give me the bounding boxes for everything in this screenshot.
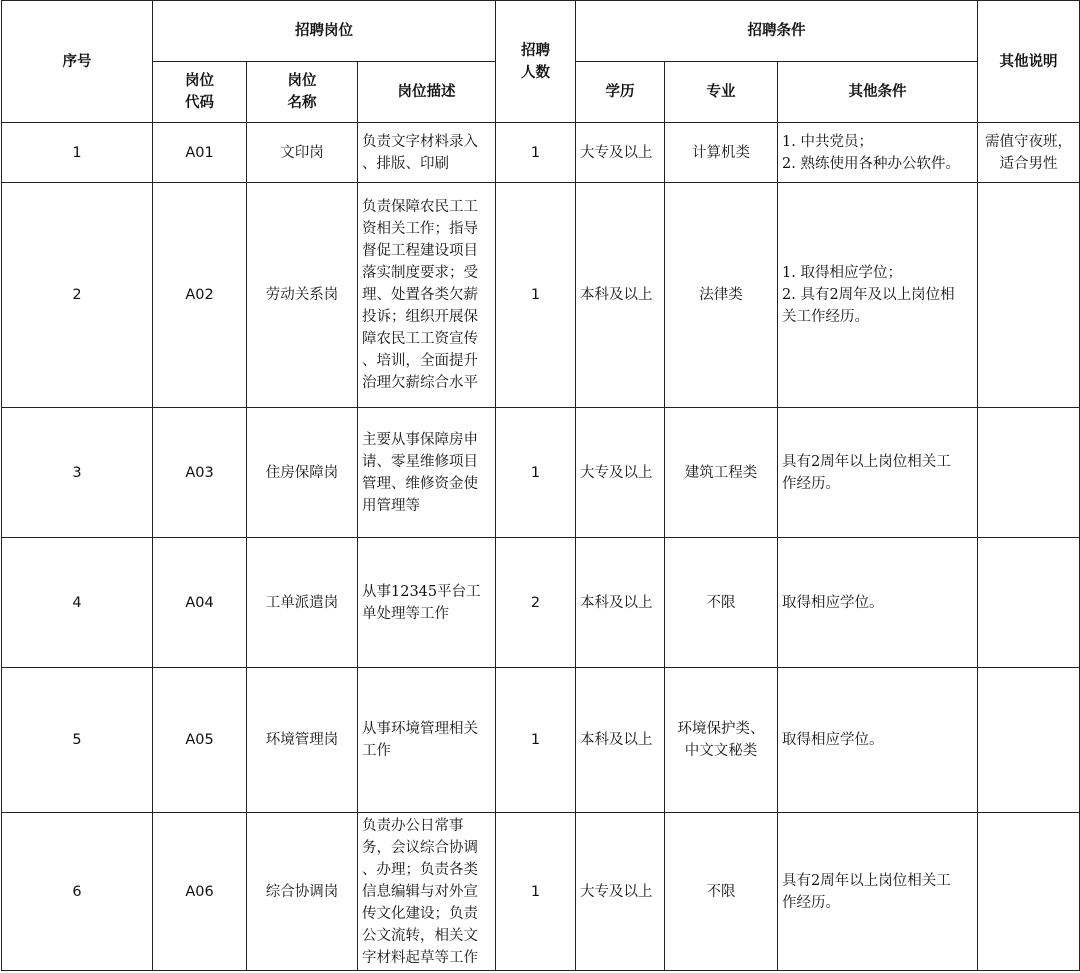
desc-line-7: 字材料起草等工作 xyxy=(362,949,478,966)
cell-notes xyxy=(978,668,1080,813)
cell-education: 本科及以上 xyxy=(576,538,665,668)
cell-count: 1 xyxy=(496,813,576,971)
major-line-1: 环境保护类、 xyxy=(677,721,765,737)
recruitment-table xyxy=(1,0,1080,971)
desc-line-6: 公文流转，相关文 xyxy=(362,927,478,944)
cell-post-desc xyxy=(358,813,496,971)
header-cond-group: 招聘条件 xyxy=(576,1,978,62)
cell-post-name: 环境管理岗 xyxy=(247,668,358,813)
header-post-code xyxy=(153,62,247,123)
cond-line-2: 2. 熟练使用各种办公软件。 xyxy=(782,155,960,172)
cell-post-name: 文印岗 xyxy=(247,123,358,183)
desc-line-7: 障农民工工资宣传 xyxy=(362,331,478,347)
major-line-1: 法律类 xyxy=(699,287,743,303)
header-notes: 其他说明 xyxy=(978,1,1080,123)
cell-post-code: A02 xyxy=(153,183,247,408)
cell-post-name: 工单派遣岗 xyxy=(247,538,358,668)
cell-notes xyxy=(978,123,1080,183)
cell-notes xyxy=(978,538,1080,668)
cell-seq: 3 xyxy=(2,408,153,538)
desc-line-3: 管理、维修资金使 xyxy=(362,475,478,492)
cell-post-name: 综合协调岗 xyxy=(247,813,358,971)
cell-education: 本科及以上 xyxy=(576,668,665,813)
header-other-cond: 其他条件 xyxy=(778,62,978,123)
major-line-1: 计算机类 xyxy=(692,144,751,161)
cond-line-1: 具有2周年以上岗位相关工 xyxy=(782,453,951,470)
cell-post-code: A06 xyxy=(153,813,247,971)
notes-line-2: 适合男性 xyxy=(999,155,1058,172)
cell-seq: 2 xyxy=(2,183,153,408)
header-post-code-line-2: 代码 xyxy=(185,94,214,111)
header-row-top xyxy=(2,1,1080,62)
cell-count: 1 xyxy=(496,408,576,538)
desc-line-1: 从事环境管理相关 xyxy=(362,721,478,737)
desc-line-4: 信息编辑与对外宣 xyxy=(362,883,478,900)
cell-education: 大专及以上 xyxy=(576,123,665,183)
cell-notes xyxy=(978,813,1080,971)
cell-post-desc xyxy=(358,408,496,538)
cond-line-1: 取得相应学位。 xyxy=(782,732,884,748)
header-post-desc: 岗位描述 xyxy=(358,62,496,123)
table-row xyxy=(2,813,1080,971)
cell-post-name: 住房保障岗 xyxy=(247,408,358,538)
desc-line-2: 、排版、印刷 xyxy=(362,155,449,172)
header-post-name-line-1: 岗位 xyxy=(287,72,317,89)
cell-count: 1 xyxy=(496,183,576,408)
cond-line-1: 取得相应学位。 xyxy=(782,594,884,611)
cell-other-cond xyxy=(778,123,978,183)
cell-post-desc xyxy=(358,538,496,668)
cell-seq: 5 xyxy=(2,668,153,813)
cell-post-code: A03 xyxy=(153,408,247,538)
cell-post-desc xyxy=(358,123,496,183)
header-count-line-1: 招聘 xyxy=(521,41,551,59)
cond-line-1: 1. 取得相应学位； xyxy=(782,265,902,281)
header-post-code-line-1: 岗位 xyxy=(185,72,214,89)
cond-line-1: 1. 中共党员； xyxy=(782,133,873,150)
major-line-1: 不限 xyxy=(706,883,736,900)
desc-line-6: 投诉；组织开展保 xyxy=(362,309,478,325)
desc-line-2: 资相关工作；指导 xyxy=(362,221,478,237)
header-post-name xyxy=(247,62,358,123)
cell-count: 2 xyxy=(496,538,576,668)
desc-line-3: 、办理；负责各类 xyxy=(362,861,478,878)
table-row xyxy=(2,668,1080,813)
desc-line-9: 治理欠薪综合水平 xyxy=(362,375,478,391)
cond-line-2: 作经历。 xyxy=(782,894,841,911)
cell-post-code: A01 xyxy=(153,123,247,183)
cell-education: 大专及以上 xyxy=(576,813,665,971)
cond-line-3: 关工作经历。 xyxy=(782,309,870,325)
desc-line-1: 负责办公日常事 xyxy=(362,817,464,834)
major-line-1: 建筑工程类 xyxy=(684,464,758,481)
cell-other-cond xyxy=(778,668,978,813)
desc-line-4: 落实制度要求；受 xyxy=(362,265,478,281)
cell-post-desc xyxy=(358,668,496,813)
cell-seq: 6 xyxy=(2,813,153,971)
cell-major xyxy=(665,183,778,408)
cell-post-code: A05 xyxy=(153,668,247,813)
cell-seq: 1 xyxy=(2,123,153,183)
header-post-group: 招聘岗位 xyxy=(153,1,496,62)
desc-line-4: 用管理等 xyxy=(362,497,420,514)
desc-line-2: 务，会议综合协调 xyxy=(362,839,478,856)
cell-major xyxy=(665,668,778,813)
cell-education: 本科及以上 xyxy=(576,183,665,408)
header-seq: 序号 xyxy=(2,1,153,123)
desc-line-2: 工作 xyxy=(362,743,391,759)
cell-post-code: A04 xyxy=(153,538,247,668)
cell-count: 1 xyxy=(496,668,576,813)
cell-seq: 4 xyxy=(2,538,153,668)
cell-major xyxy=(665,123,778,183)
notes-line-1: 需值守夜班， xyxy=(985,133,1073,150)
cell-major xyxy=(665,813,778,971)
table-row xyxy=(2,123,1080,183)
desc-line-3: 督促工程建设项目 xyxy=(362,243,478,259)
cond-line-1: 具有2周年以上岗位相关工 xyxy=(782,872,951,889)
cell-count: 1 xyxy=(496,123,576,183)
desc-line-1: 负责保障农民工工 xyxy=(362,199,478,215)
header-post-name-line-2: 名称 xyxy=(287,94,317,111)
desc-line-5: 理、处置各类欠薪 xyxy=(362,287,478,303)
cell-other-cond xyxy=(778,813,978,971)
desc-line-1: 从事12345平台工 xyxy=(362,583,481,600)
cell-other-cond xyxy=(778,538,978,668)
desc-line-5: 传文化建设；负责 xyxy=(362,905,478,922)
header-count-line-2: 人数 xyxy=(521,63,551,81)
cell-notes xyxy=(978,408,1080,538)
cond-line-2: 作经历。 xyxy=(782,475,841,492)
desc-line-8: 、培训，全面提升 xyxy=(362,353,478,369)
desc-line-1: 负责文字材料录入 xyxy=(362,133,478,150)
cond-line-2: 2. 具有2周年及以上岗位相 xyxy=(782,287,955,303)
cell-notes xyxy=(978,183,1080,408)
header-education: 学历 xyxy=(576,62,665,123)
desc-line-2: 单处理等工作 xyxy=(362,605,449,622)
table-row xyxy=(2,538,1080,668)
major-line-1: 不限 xyxy=(706,594,736,611)
table-row xyxy=(2,408,1080,538)
cell-post-desc xyxy=(358,183,496,408)
cell-post-name: 劳动关系岗 xyxy=(247,183,358,408)
cell-other-cond xyxy=(778,408,978,538)
cell-other-cond xyxy=(778,183,978,408)
cell-major xyxy=(665,538,778,668)
cell-major xyxy=(665,408,778,538)
desc-line-1: 主要从事保障房申 xyxy=(362,431,478,448)
cell-education: 大专及以上 xyxy=(576,408,665,538)
table-row xyxy=(2,183,1080,408)
header-major: 专业 xyxy=(665,62,778,123)
header-count xyxy=(496,1,576,123)
desc-line-2: 请、零星维修项目 xyxy=(362,453,478,470)
major-line-2: 中文文秘类 xyxy=(684,743,758,759)
